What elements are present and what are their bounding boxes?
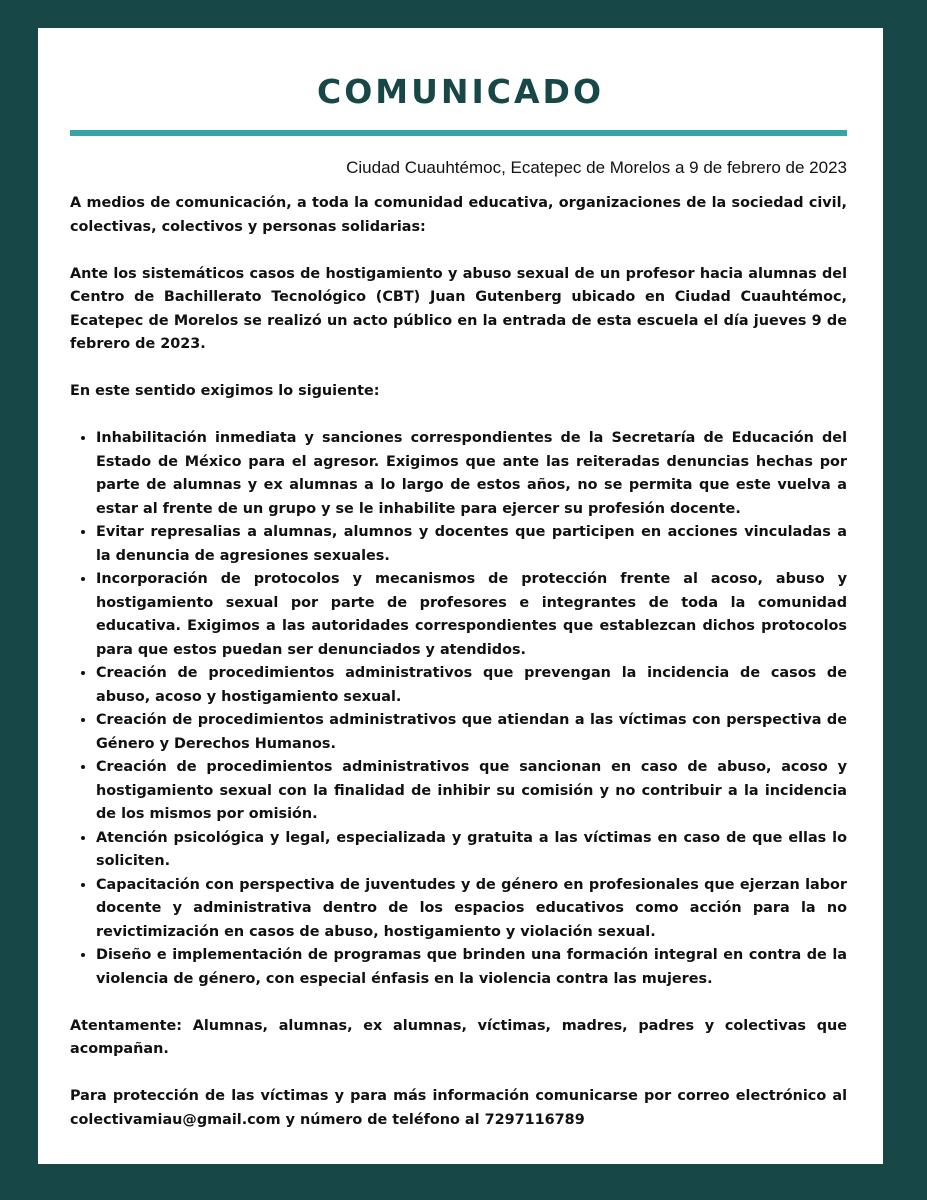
- demand-item: • Incorporación de protocolos y mecanismos de protección frente al acoso, abuso y hostigamiento sexual por parte de profesores e integrantes de toda la comunidad educativa. Exigimos a las autoridades correspondientes que establezcan dichos protocolos para que estos puedan ser denunciados y atendidos.: [96, 568, 847, 662]
- demand-item: • Evitar represalias a alumnas, alumnos y docentes que participen en acciones vinculadas a la denuncia de agresiones sexuales.: [96, 521, 847, 568]
- signature-paragraph: Atentamente: Alumnas, alumnas, ex alumnas, víctimas, madres, padres y colectivas que acompañan.: [70, 1017, 847, 1057]
- document-page: [38, 28, 883, 1164]
- demand-item: • Diseño e implementación de programas que brinden una formación integral en contra de la violencia de género, con especial énfasis en la violencia contra las mujeres.: [96, 944, 847, 991]
- page-title: COMUNICADO: [316, 72, 604, 111]
- contact-prefix: Para protección de las víctimas y para más información comunicarse por correo electrónico al: [70, 1088, 847, 1104]
- contact-paragraph: [70, 1085, 847, 1132]
- contact-middle: y número de teléfono al: [285, 1111, 480, 1128]
- email-link[interactable]: colectivamiau@gmail.com: [70, 1111, 281, 1128]
- demand-item: • Atención psicológica y legal, especializada y gratuita a las víctimas en caso de que ellas lo soliciten.: [96, 827, 847, 874]
- demand-item: • Creación de procedimientos administrativos que prevengan la incidencia de casos de abuso, acoso y hostigamiento sexual.: [96, 662, 847, 709]
- title-divider: [70, 130, 847, 136]
- demand-item: • Inhabilitación inmediata y sanciones correspondientes de la Secretaría de Educación del Estado de México para el agresor. Exigimos que ante las reiteradas denuncias hechas por parte de alumnas y ex alumnas a lo largo de estos años, no se permita que este vuelva a estar al frente de un grupo y se le inhabilite para ejercer su profesión docente.: [96, 427, 847, 521]
- document-body: [70, 152, 847, 1132]
- demands-list: [70, 427, 847, 991]
- demand-item: • Creación de procedimientos administrativos que atiendan a las víctimas con perspectiva de Género y Derechos Humanos.: [96, 709, 847, 756]
- phone-number: 7297116789: [484, 1111, 585, 1128]
- intro-paragraph: Ante los sistemáticos casos de hostigamiento y abuso sexual de un profesor hacia alumnas del Centro de Bachillerato Tecnológico (CBT) Juan Gutenberg ubicado en Ciudad Cuauhtémoc, Ecatepec de Morelos se realizó un acto público en la entrada de esta escuela el día jueves 9 de febrero de 2023.: [70, 265, 847, 352]
- addressee-paragraph: A medios de comunicación, a toda la comunidad educativa, organizaciones de la sociedad civil, colectivas, colectivos y personas solidarias:: [70, 195, 847, 235]
- demand-item: • Creación de procedimientos administrativos que sancionan en caso de abuso, acoso y hostigamiento sexual con la finalidad de inhibir su comisión y no contribuir a la incidencia de los mismos por omisión.: [96, 756, 847, 827]
- dateline: Ciudad Cuauhtémoc, Ecatepec de Morelos a 9 de febrero de 2023: [346, 158, 847, 177]
- demand-item: • Capacitación con perspectiva de juventudes y de género en profesionales que ejerzan labor docente y administrativa dentro de los espacios educativos como acción para la no revictimización en casos de abuso, hostigamiento y violación sexual.: [96, 874, 847, 945]
- demands-lead: En este sentido exigimos lo siguiente:: [70, 383, 380, 399]
